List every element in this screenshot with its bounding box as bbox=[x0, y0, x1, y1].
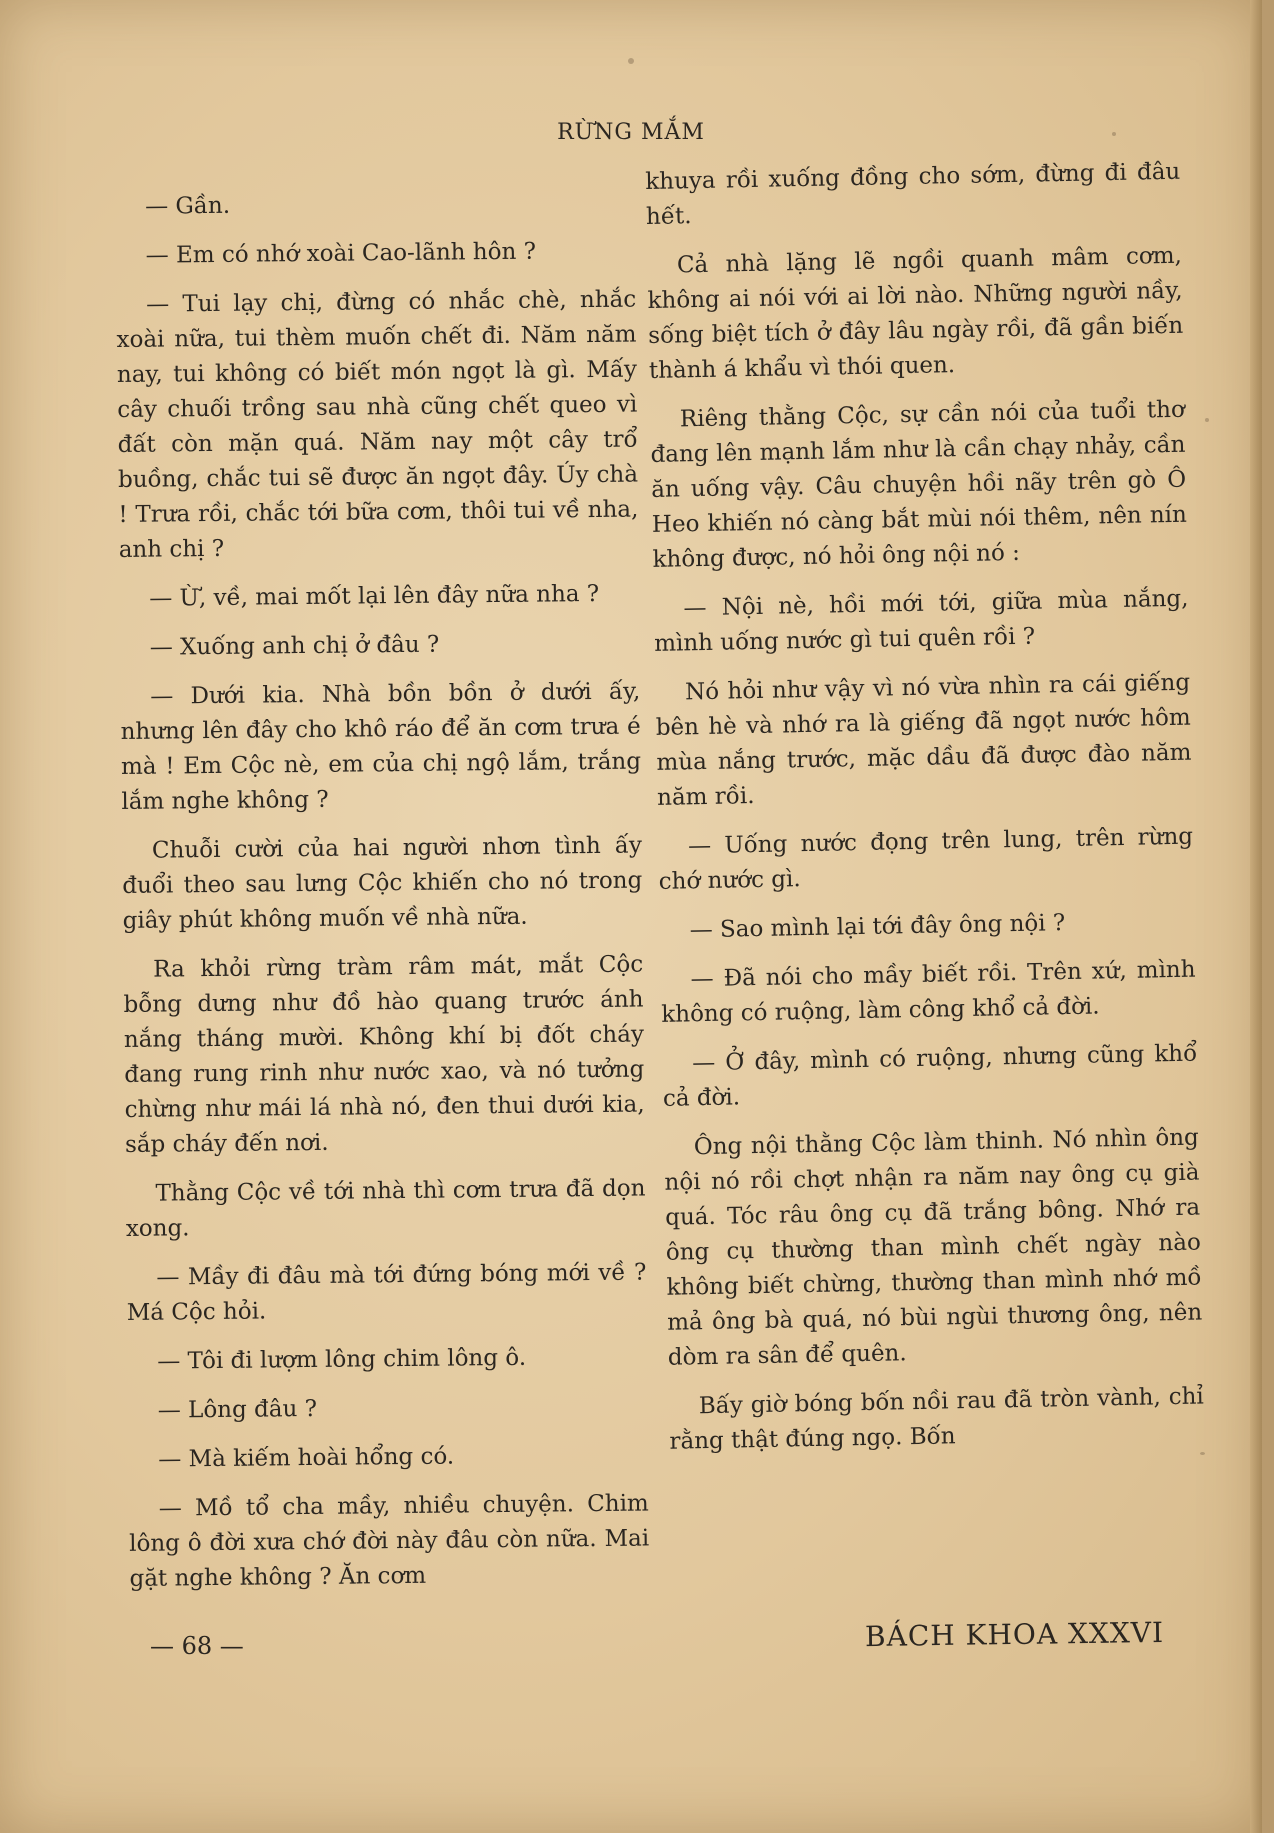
paragraph: — Uống nước đọng trên lung, trên rừng chớ nước gì. bbox=[658, 823, 1194, 895]
paragraph: — Tôi đi lượm lông chim lông ô. bbox=[157, 1344, 527, 1375]
page-number: — 68 — bbox=[150, 1632, 244, 1660]
paragraph: — Ở đây, mình có ruộng, nhưng cũng khổ cả đời. bbox=[662, 1040, 1198, 1112]
paragraph: Thằng Cộc về tới nhà thì cơm trưa đã dọn xong. bbox=[125, 1175, 646, 1242]
paragraph: — Mầy đi đâu mà tới đứng bóng mới về ? Má Cộc hỏi. bbox=[126, 1259, 647, 1326]
paragraph: — Sao mình lại tới đây ông nội ? bbox=[689, 910, 1066, 944]
paragraph: — Tui lạy chị, đừng có nhắc chè, nhắc xoài nữa, tui thèm muốn chết đi. Năm năm nay, tui không có biết món ngọt là gì. Mấy cây chuối trồng sau nhà cũng chết queo vì đất còn mặn quá. Năm nay một cây trổ buồng, chắc tui sẽ được ăn ngọt đây. Úy chà ! Trưa rồi, chắc tới bữa cơm, thôi tui về nha, anh chị ? bbox=[116, 286, 639, 563]
paragraph: Cả nhà lặng lẽ ngồi quanh mâm cơm, không ai nói với ai lời nào. Những người nầy, sống biệt tích ở đây lâu ngày rồi, đã gần biến thành á khẩu vì thói quen. bbox=[647, 242, 1184, 384]
paragraph: — Dưới kia. Nhà bồn bồn ở dưới ấy, nhưng lên đây cho khô ráo để ăn cơm trưa é mà ! Em Cộc nè, em của chị ngộ lắm, trắng lắm nghe không ? bbox=[120, 678, 642, 815]
paragraph: — Lông đâu ? bbox=[157, 1395, 318, 1424]
magazine-name: BÁCH KHOA XXXVI bbox=[864, 1615, 1165, 1654]
paragraph: Ra khỏi rừng tràm râm mát, mắt Cộc bỗng dưng như đồ hào quang trước ánh nắng tháng mười. Không khí bị đốt cháy đang rung rinh như nước xao, và nó tưởng chừng như mái lá nhà nó, đen thui dưới kia, sắp cháy đến nơi. bbox=[123, 951, 645, 1158]
page-edge bbox=[1250, 0, 1262, 1833]
paragraph: — Mà kiếm hoài hổng có. bbox=[158, 1443, 455, 1473]
paper-speck bbox=[1200, 1452, 1205, 1455]
paper-speck bbox=[1205, 418, 1209, 422]
paragraph: Ông nội thằng Cộc làm thinh. Nó nhìn ông nội nó rồi chợt nhận ra năm nay ông cụ già quá. Tóc râu ông cụ đã trắng bông. Nhớ ra ông cụ thường than mình chết ngày nào không biết chừng, thường than mình nhớ mồ mả ông bà quá, nó bùi ngùi thương ông, nên dòm ra sân để quên. bbox=[664, 1124, 1203, 1371]
paragraph: Nó hỏi như vậy vì nó vừa nhìn ra cái giếng bên hè và nhớ ra là giếng đã ngọt nước hôm mùa nắng trước, mặc dầu đã được đào năm năm rồi. bbox=[655, 669, 1192, 811]
running-header: RỪNG MẮM bbox=[557, 120, 705, 145]
paragraph: — Mồ tổ cha mầy, nhiều chuyện. Chim lông ô đời xưa chớ đời này đâu còn nữa. Mai gặt nghe không ? Ăn cơm bbox=[129, 1490, 650, 1592]
paragraph: — Ừ, về, mai mốt lại lên đây nữa nha ? bbox=[149, 580, 600, 612]
paper-speck bbox=[628, 58, 634, 64]
paragraph: — Gần. bbox=[145, 192, 231, 220]
paragraph: — Em có nhớ xoài Cao-lãnh hôn ? bbox=[145, 238, 537, 269]
paragraph: Chuỗi cười của hai người nhơn tình ấy đuổi theo sau lưng Cộc khiến cho nó trong giây phút không muốn về nhà nữa. bbox=[122, 832, 643, 934]
paragraph: — Đã nói cho mầy biết rồi. Trên xứ, mình không có ruộng, làm công khổ cả đời. bbox=[661, 956, 1196, 1028]
paragraph: Riêng thằng Cộc, sự cần nói của tuổi thơ đang lên mạnh lắm như là cần chạy nhảy, cần ăn uống vậy. Câu chuyện hồi nãy trên gò Ô Heo khiến nó càng bắt mùi nói thêm, nên nín không được, nó hỏi ông nội nó : bbox=[650, 396, 1188, 573]
paragraph: khuya rồi xuống đồng cho sớm, đừng đi đâu hết. bbox=[645, 158, 1181, 230]
left-column bbox=[115, 185, 650, 1611]
paragraph: — Nội nè, hồi mới tới, giữa mùa nắng, mình uống nước gì tui quên rồi ? bbox=[653, 585, 1189, 657]
right-column bbox=[645, 155, 1205, 1474]
paragraph: — Xuống anh chị ở đâu ? bbox=[149, 631, 440, 661]
paragraph: Bấy giờ bóng bốn nồi rau đã tròn vành, chỉ rằng thật đúng ngọ. Bốn bbox=[669, 1383, 1204, 1455]
paper-speck bbox=[1112, 132, 1116, 136]
